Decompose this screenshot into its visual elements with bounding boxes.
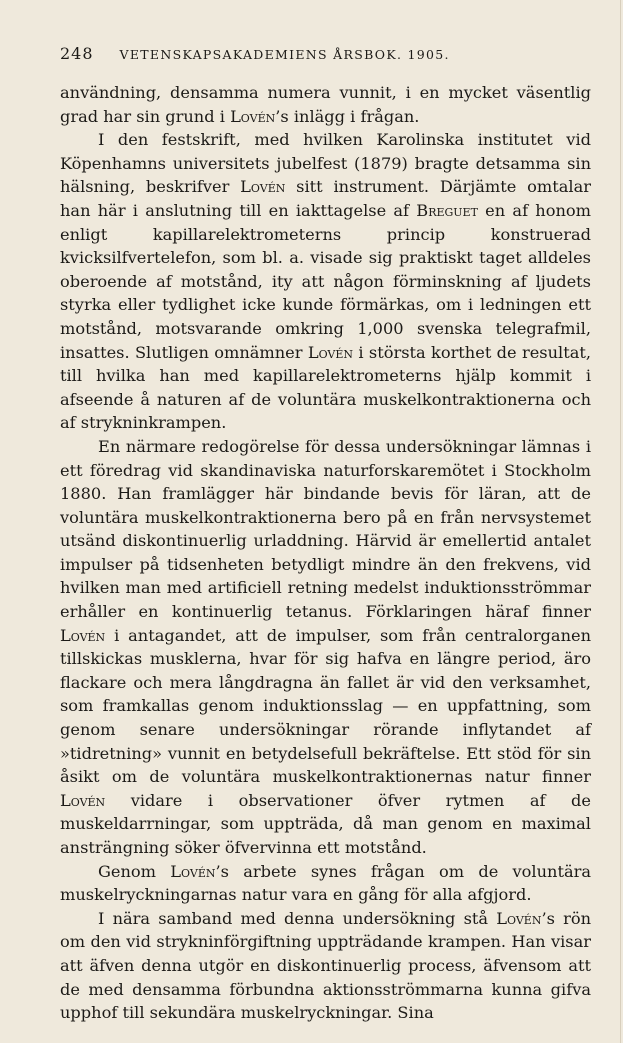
person-name: Lovén: [307, 342, 354, 362]
document-page: [60, 44, 591, 1025]
paragraph-5: [60, 907, 591, 1025]
paragraph-3: [60, 435, 591, 860]
person-name: Lovén: [496, 908, 542, 928]
person-name: Lovén: [60, 790, 106, 810]
text-segment: användning, densamma numera vunnit, i en mycket väsentlig grad har sin grund i: [60, 83, 591, 126]
text-segment: en af honom enligt kapillarelektrometerns princip konstruerad kvicksilfvertelefon, som bl. a. visade sig praktiskt taget alldeles oberoende af motstånd, ity att någon förminskning af ljudets styrka eller tydlighet icke kunde förmärkas, om i ledningen ett motstånd, motsvarande omkring 1,000 svenska telegrafmil, insattes. Slutligen omnämner: [60, 200, 591, 362]
paragraph-1: [60, 81, 591, 128]
running-title: VETENSKAPSAKADEMIENS ÅRSBOK. 1905.: [119, 47, 450, 62]
text-segment: i största korthet de resultat, till hvilka han med kapillarelektrometerns hjälp kommit i afseende å naturen af de voluntära muskelkontraktionerna och af strykninkrampen.: [60, 342, 591, 433]
person-name: Lovén: [230, 106, 276, 126]
person-name: Lovén: [60, 625, 106, 645]
paragraph-4: [60, 860, 591, 907]
paragraph-2: [60, 128, 591, 435]
page-header: [60, 44, 591, 63]
text-segment: i antagandet, att de impulser, som från centralorganen tillskickas musklerna, hvar för sig hafva en längre period, äro flackare och mera långdragna än fallet är vid den verksamhet, som framkallas genom induktionsslag — en uppfattning, som genom senare undersökningar rörande inflytandet af »tidretning» vunnit en betydelsefull bekräftelse. Ett stöd för sin åsikt om de voluntära muskelkontraktionernas natur finner: [60, 625, 591, 787]
page-edge-line: [620, 0, 621, 1043]
text-segment: Genom: [98, 861, 171, 881]
text-segment: vidare i observationer öfver rytmen af de muskeldarrningar, som uppträda, då man genom en maximal ansträngning söker öfvervinna ett motstånd.: [60, 790, 591, 857]
text-segment: ’s arbete synes frågan om de voluntära muskelryckningarnas natur vara en gång för alla afgjord.: [60, 861, 591, 905]
text-segment: I den festskrift, med hvilken Karolinska institutet vid Köpenhamns universitets jubelfest (1879) bragte detsamma sin hälsning, beskrifver: [60, 130, 591, 197]
body-text: [60, 81, 591, 1025]
person-name: Breguet: [416, 200, 478, 220]
text-segment: ’s rön om den vid strykninförgiftning uppträdande krampen. Han visar att äfven denna utgör en diskontinuerlig process, äfvensom att de med densamma förbundna aktionsströmmarna kunna gifva upphof till sekundära muskelryckningar. Sina: [60, 908, 592, 1023]
text-segment: ’s inlägg i frågan.: [275, 106, 420, 126]
text-segment: En närmare redogörelse för dessa undersökningar lämnas i ett föredrag vid skandinaviska naturforskaremötet i Stockholm 1880. Han framlägger här bindande bevis för läran, att de voluntära muskelkontraktionerna bero på en från nervsystemet utsänd diskontinuerlig urladdning. Härvid är emellertid antalet impulser på tidsenheten betydligt mindre än den frekvens, vid hvilken man med artificiell retning medelst induktionsströmmar erhåller en kontinuerlig tetanus. Förklaringen häraf finner: [60, 436, 591, 622]
page-number: 248: [60, 44, 94, 63]
text-segment: sitt instrument. Därjämte omtalar han här i anslutning till en iakttagelse af: [60, 177, 591, 220]
person-name: Lovén: [170, 861, 216, 881]
person-name: Lovén: [240, 177, 286, 197]
text-segment: I nära samband med denna undersökning stå: [98, 908, 497, 928]
